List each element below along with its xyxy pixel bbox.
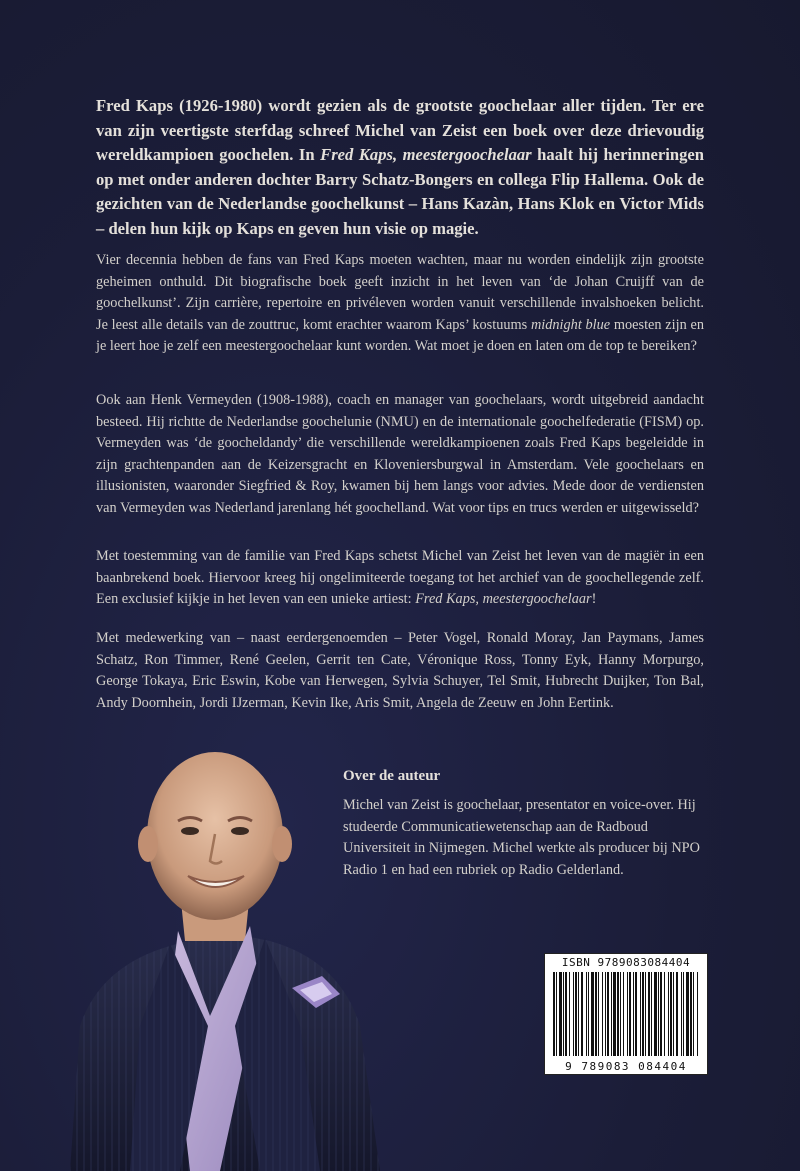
barcode-bar (642, 972, 644, 1056)
intro-text-1: Fred Kaps (1926-1980) wordt gezien als de grootste goochelaar aller tijden. Ter ere van zijn veertigste sterfdag schreef Michel van Zeist een boek over deze drievoudig wereldkampioen goochelen. In (96, 96, 704, 164)
barcode-bar (578, 972, 579, 1056)
paragraph-3-italic: Fred Kaps, meestergoochelaar (415, 591, 592, 608)
barcode-bar (673, 972, 674, 1056)
barcode-bar (605, 972, 606, 1056)
paragraph-4: Met medewerking van – naast eerdergenoemden – Peter Vogel, Ronald Moray, Jan Paymans, James Schatz, Ron Timmer, René Geelen, Gerrit ten Cate, Véronique Ross, Tonny Eyk, Hanny Morpurgo, George Tokaya, Eric Eswin, Kobe van Herwegen, Sylvia Schuyer, Tel Smit, Hubrecht Duijker, Ton Bal, Andy Doornhein, Jordi IJzerman, Kevin Ike, Aris Smit, Angela de Zeeuw en John Eertink. (96, 630, 704, 711)
barcode-bar (613, 972, 616, 1056)
barcode-bar (581, 972, 583, 1056)
barcode-bar (627, 972, 628, 1056)
barcode-bar (648, 972, 650, 1056)
barcode-bar (573, 972, 574, 1056)
barcode-bar (617, 972, 619, 1056)
barcode-bar (664, 972, 665, 1056)
paragraph-1-italic: midnight blue (530, 316, 611, 333)
barcode-bar (681, 972, 682, 1056)
barcode-bar (598, 972, 599, 1056)
author-heading: Over de auteur (343, 768, 441, 784)
barcode-bar (697, 972, 698, 1056)
barcode-bar (569, 972, 570, 1056)
barcode-bar (670, 972, 672, 1056)
barcode-bar (683, 972, 684, 1056)
barcode-bar (668, 972, 669, 1056)
paragraph-1 (96, 250, 704, 358)
barcode-bar (658, 972, 659, 1056)
barcode-bar (629, 972, 631, 1056)
barcode-bar (640, 972, 641, 1056)
isbn-barcode (544, 953, 708, 1075)
barcode-bar (559, 972, 562, 1056)
barcode-bar (556, 972, 557, 1056)
barcode-bar (607, 972, 609, 1056)
intro-book-title: Fred Kaps, meestergoochelaar (320, 145, 532, 164)
barcode-bar (563, 972, 564, 1056)
barcode-bar (588, 972, 589, 1056)
intro-text-2: haalt hij herinneringen op met onder anderen dochter Barry Schatz-Bongers en collega Flip Hallema. Ook de gezichten van de Nederlandse goochelkunst – Hans Kazàn, Hans Klok en Victor Mids – delen hun kijk op Kaps en geven hun visie op magie. (96, 145, 705, 238)
barcode-bar (586, 972, 587, 1056)
barcode-bar (690, 972, 692, 1056)
paragraph-3-text-a: Met toestemming van de familie van Fred Kaps schetst Michel van Zeist het leven van de magiër in een baanbrekend boek. Hiervoor kreeg hij ongelimiteerde toegang tot het archief van de goochellegende zelf. Een exclusief kijkje in het leven van een unieke artiest: (96, 548, 704, 608)
barcode-bar (565, 972, 567, 1056)
barcode-bar (575, 972, 577, 1056)
barcode-bar (611, 972, 612, 1056)
barcode-bar (660, 972, 662, 1056)
barcode-bar (693, 972, 694, 1056)
paragraph-1-text-b: moesten zijn en je leert hoe je zelf een meestergoochelaar kunt worden. Wat moet je doen en laten om de top te bereiken? (96, 316, 704, 355)
barcode-bar (553, 972, 555, 1056)
barcode-bar (623, 972, 624, 1056)
barcode-bar (602, 972, 603, 1056)
barcode-bar (591, 972, 594, 1056)
barcode-bar (620, 972, 621, 1056)
barcode-bar (633, 972, 634, 1056)
barcode-bar (654, 972, 657, 1056)
author-bio: Michel van Zeist is goochelaar, presentator en voice-over. Hij studeerde Communicatiewetenschap aan de Radboud Universiteit in Nijmegen. Michel werkte als producer bij NPO Radio 1 en had een rubriek op Radio Gelderland. (343, 797, 700, 878)
barcode-bar (686, 972, 689, 1056)
isbn-digits: 9 789083 084404 (565, 1060, 687, 1073)
barcode-bar (676, 972, 678, 1056)
barcode-icon (553, 972, 699, 1056)
about-author (343, 768, 705, 881)
paragraph-1-text-a: Vier decennia hebben de fans van Fred Kaps moeten wachten, maar nu worden eindelijk zijn grootste geheimen onthuld. Dit biografische boek geeft inzicht in het leven van ‘de Johan Cruijff van de goochelkunst’. Zijn carrière, repertoire en privéleven worden vanuit verschillende invalshoeken belicht. Je leest alle details van de zouttruc, komt erachter waarom Kaps’ kostuums (96, 252, 704, 333)
paragraph-3-text-b: ! (591, 591, 597, 608)
barcode-bar (635, 972, 637, 1056)
intro-paragraph (96, 94, 704, 241)
paragraph-2: Ook aan Henk Vermeyden (1908-1988), coach en manager van goochelaars, wordt uitgebreid aandacht besteed. Hij richtte de Nederlandse goochelunie (NMU) en de internationale goochelfederatie (FISM) op. Vermeyden was ‘de goocheldandy’ die verschillende wereldkampioenen zoals Fred Kaps begeleidde in zijn grachtenpanden aan de Keizersgracht en Kloveniersburgwal in Amsterdam. Vele goochelaars en illusionisten, waaronder Siegfried & Roy, kwamen bij hem langs voor advies. Mede door de verdiensten van Vermeyden was Nederland jarenlang hét goochelland. Wat voor tips en trucs werden er uitgewisseld? (96, 392, 704, 516)
barcode-bar (651, 972, 652, 1056)
barcode-bar (595, 972, 597, 1056)
paragraph-3 (96, 546, 704, 611)
isbn-label: ISBN 9789083084404 (561, 956, 691, 969)
barcode-bar (645, 972, 646, 1056)
